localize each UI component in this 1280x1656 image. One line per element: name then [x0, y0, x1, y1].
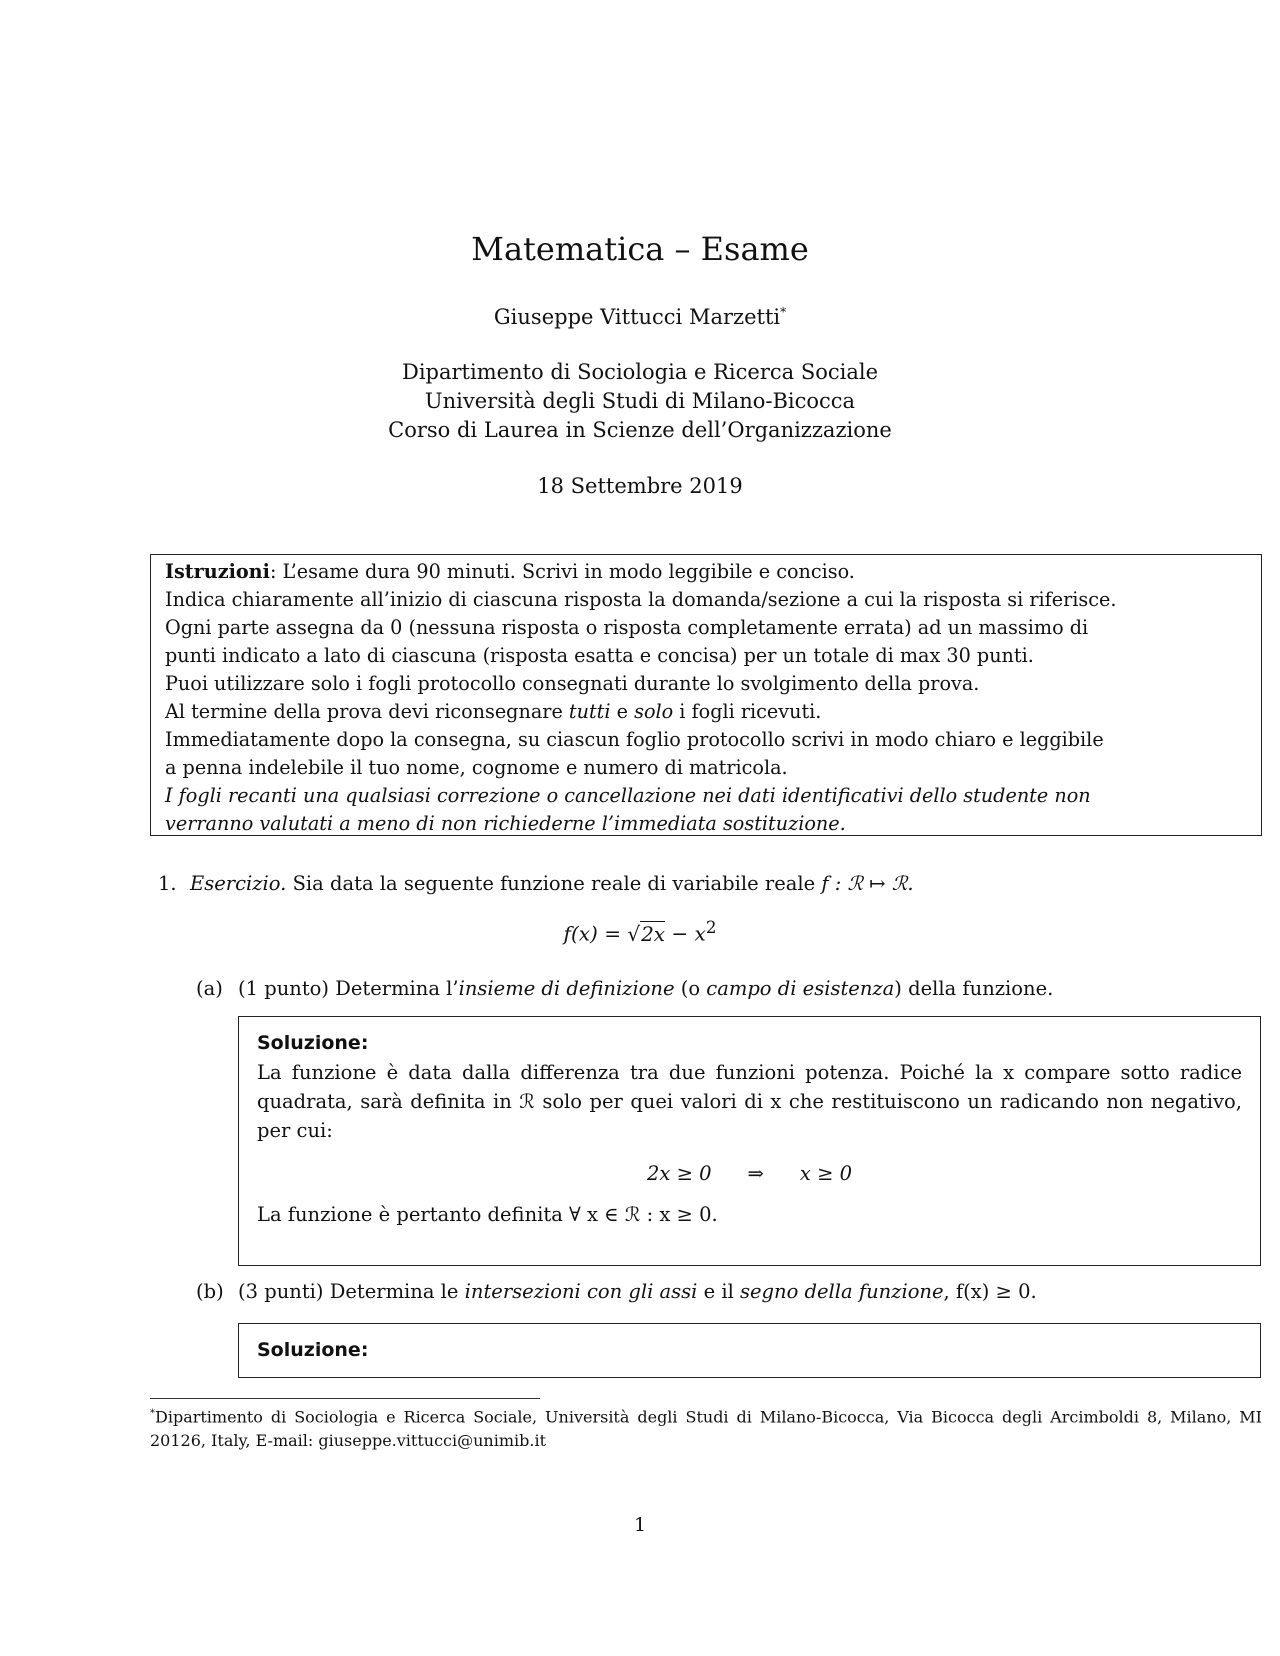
solution-text: La funzione è data dalla differenza tra due funzioni potenza. Poiché la x compare sotto radice quadrata, sarà definita in ℛ solo per quei valori di x che restituiscono un radicando non negativo, per cui: [257, 1061, 1242, 1142]
function-formula: $f(x) = √2x - x^2$ [563, 918, 717, 946]
instruction-line: Ogni parte assegna da 0 (nessuna risposta o risposta completamente errata) ad un massimo di [165, 616, 1089, 639]
author-footnote-mark: * [780, 305, 787, 319]
page-number: 1 [633, 1514, 647, 1536]
instruction-line: Istruzioni: L’esame dura 90 minuti. Scrivi in modo leggibile e conciso. [165, 560, 855, 583]
exercise-statement: 1. Esercizio. Sia data la seguente funzione reale di variabile reale f : ℛ ↦ ℛ. [158, 872, 914, 895]
affiliation-line: Università degli Studi di Milano-Bicocca [424, 389, 856, 413]
instruction-line: Immediatamente dopo la consegna, su ciascun foglio protocollo scrivi in modo chiaro e leggibile [165, 728, 1104, 751]
question-points: (3 punti) [238, 1280, 324, 1303]
solution-heading: Soluzione: [257, 1032, 369, 1054]
solution-equation: 2x ≥ 0 ⇒ x ≥ 0 [257, 1159, 1242, 1188]
question-label: (b) [196, 1280, 224, 1303]
footnote [150, 1402, 1262, 1453]
footnote-mark: * [150, 1408, 155, 1419]
footnote-text: Dipartimento di Sociologia e Ricerca Sociale, Università degli Studi di Milano-Bicocca, Via Bicocca degli Arcimboldi 8, Milano, MI 20126, Italy, E-mail: giuseppe.vittucci@unimib.it [150, 1407, 1262, 1451]
instruction-line: a penna indelebile il tuo nome, cognome e numero di matricola. [165, 756, 788, 779]
instruction-line: Al termine della prova devi riconsegnare tutti e solo i fogli ricevuti. [165, 700, 822, 723]
question-points: (1 punto) [238, 977, 329, 1000]
exercise-number: 1. [158, 872, 177, 895]
affiliation [0, 358, 1280, 445]
instruction-line: Indica chiaramente all’inizio di ciascuna risposta la domanda/sezione a cui la risposta si riferisce. [165, 588, 1117, 611]
instruction-line: I fogli recanti una qualsiasi correzione o cancellazione nei dati identificativi dello studente non [165, 784, 1091, 807]
solution-heading: Soluzione: [257, 1339, 369, 1361]
instructions-label: Istruzioni [165, 560, 270, 583]
instruction-line: Puoi utilizzare solo i fogli protocollo consegnati durante lo svolgimento della prova. [165, 672, 980, 695]
implies-icon: ⇒ [747, 1162, 764, 1185]
square-root: √2x [627, 921, 666, 946]
exercise-label: Esercizio. [190, 872, 287, 895]
instructions-box [150, 554, 1262, 836]
page-title: Matematica – Esame [471, 230, 809, 268]
author-name: Giuseppe Vittucci Marzetti [493, 305, 781, 329]
question-a: (a) (1 punto) Determina l’insieme di definizione (o campo di esistenza) della funzione. [196, 977, 1054, 1000]
author [0, 305, 1280, 329]
affiliation-line: Corso di Laurea in Scienze dell’Organizzazione [388, 418, 892, 442]
affiliation-line: Dipartimento di Sociologia e Ricerca Sociale [401, 360, 879, 384]
question-label: (a) [196, 977, 223, 1000]
function-signature: f : ℛ ↦ ℛ. [821, 872, 914, 895]
instruction-line: verranno valutati a meno di non richiederne l’immediata sostituzione. [165, 812, 846, 835]
instruction-line: punti indicato a lato di ciascuna (risposta esatta e concisa) per un totale di max 30 punti. [165, 644, 1034, 667]
solution-box-a [238, 1016, 1261, 1266]
exam-date: 18 Settembre 2019 [537, 474, 743, 498]
solution-conclusion: La funzione è pertanto definita ∀ x ∈ ℛ : x ≥ 0. [257, 1203, 718, 1226]
solution-box-b [238, 1323, 1261, 1378]
question-b: (b) (3 punti) Determina le intersezioni con gli assi e il segno della funzione, f(x) ≥ 0. [196, 1280, 1037, 1303]
footnote-divider [150, 1398, 540, 1399]
